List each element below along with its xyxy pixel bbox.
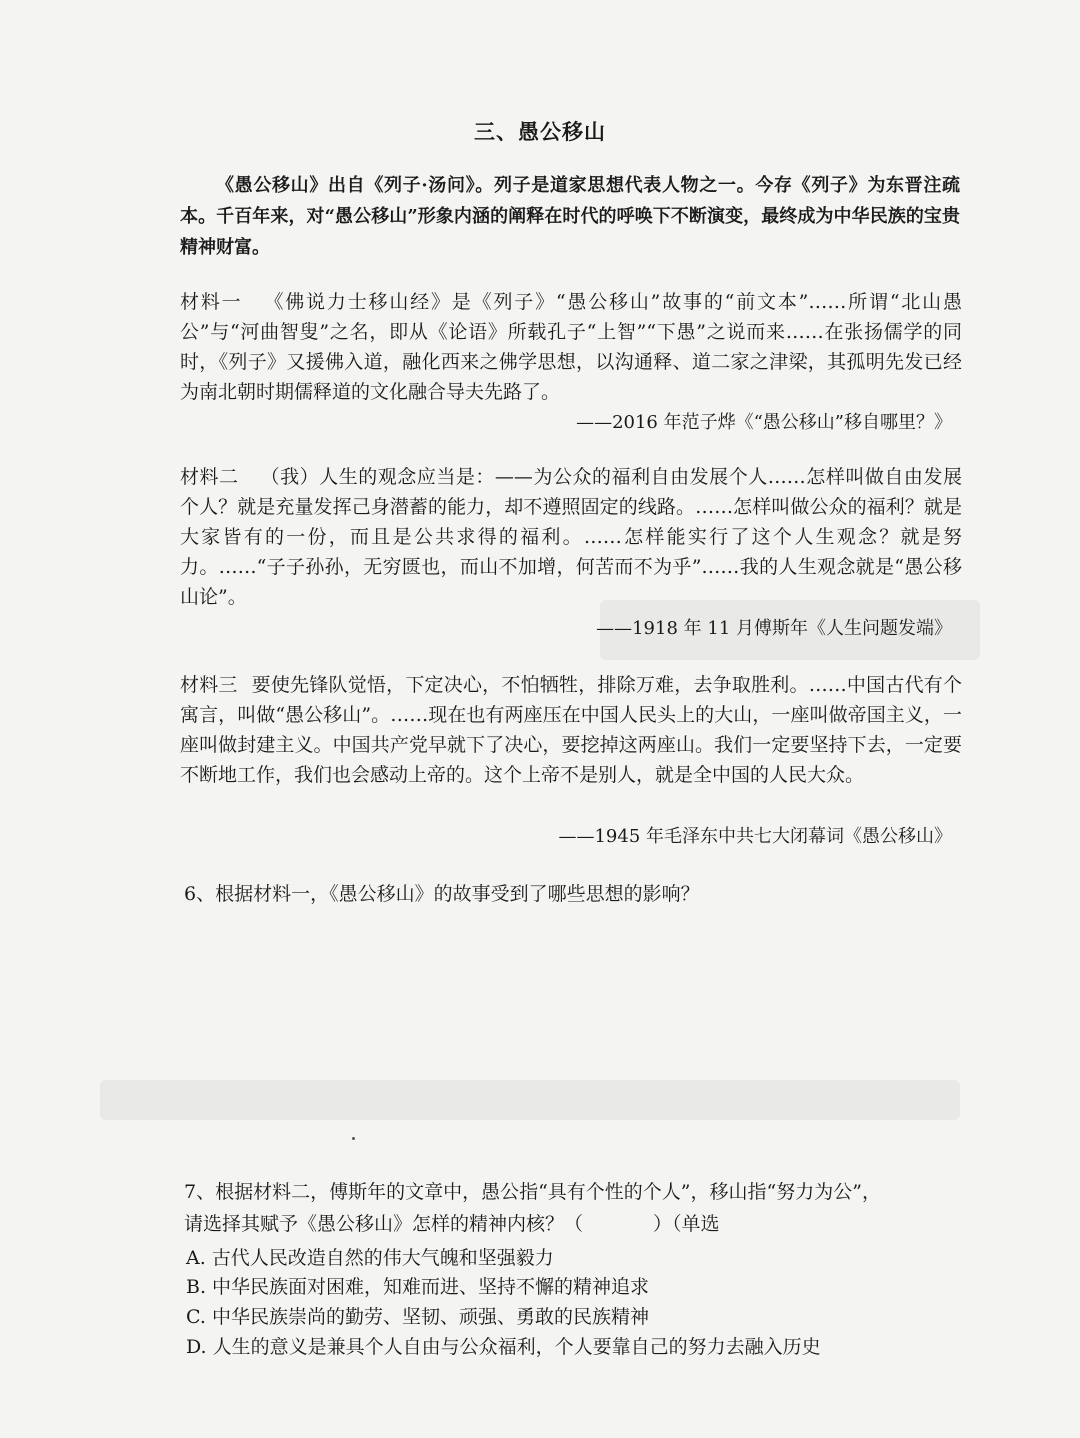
intro-paragraph: 《愚公移山》出自《列子·汤问》。列子是道家思想代表人物之一。今存《列子》为东晋注疏本。千百年来，对“愚公移山”形象内涵的阐释在时代的呼唤下不断演变，最终成为中华民族的宝贵精神财富。 (180, 175, 960, 258)
material-1 (180, 287, 962, 407)
material-2-label: 材料二 (180, 466, 239, 488)
material-2-text: （我）人生的观念应当是：——为公众的福利自由发展个人……怎样叫做自由发展个人？就是充量发挥己身潜蓄的能力，却不遵照固定的线路。……怎样叫做公众的福利？就是大家皆有的一份，而且是公共求得的福利。……怎样能实行了这个人生观念？就是努力。……“子子孙孙，无穷匮也，而山不加增，何苦而不为乎”……我的人生观念就是“愚公移山论”。 (180, 466, 962, 608)
question-7-stem-text: 请选择其赋予《愚公移山》怎样的精神内核？（ (184, 1213, 584, 1235)
material-2-source: ——1918 年 11 月傅斯年《人生问题发端》 (596, 618, 952, 639)
question-7-stem-line1: 7、根据材料二，傅斯年的文章中，愚公指“具有个性的个人”，移山指“努力为公”， (184, 1181, 881, 1203)
material-1-source: ——2016 年范子烨《“愚公移山”移自哪里？》 (576, 412, 952, 433)
option-d[interactable]: D. 人生的意义是兼具个人自由与公众福利，个人要靠自己的努力去融入历史 (186, 1336, 821, 1358)
material-3 (180, 670, 962, 790)
material-3-text: 要使先锋队觉悟，下定决心，不怕牺牲，排除万难，去争取胜利。……中国古代有个寓言，叫做“愚公移山”。……现在也有两座压在中国人民头上的大山，一座叫做帝国主义，一座叫做封建主义。中国共产党早就下了决心，要挖掉这两座山。我们一定要坚持下去，一定要不断地工作，我们也会感动上帝的。这个上帝不是别人，就是全中国的人民大众。 (180, 674, 962, 786)
question-7-stem-suffix: ）（单选 (653, 1213, 720, 1235)
option-c[interactable]: C. 中华民族崇尚的勤劳、坚韧、顽强、勇敢的民族精神 (186, 1306, 649, 1328)
section-title: 三、愚公移山 (474, 120, 606, 144)
question-6: 6、根据材料一，《愚公移山》的故事受到了哪些思想的影响？ (184, 883, 700, 905)
material-1-text: 《佛说力士移山经》是《列子》“愚公移山”故事的“前文本”……所谓“北山愚公”与“河曲智叟”之名，即从《论语》所载孔子“上智”“下愚”之说而来……在张扬儒学的同时，《列子》又援佛入道，融化西来之佛学思想，以沟通释、道二家之津梁，其孤明先发已经为南北朝时期儒释道的文化融合导夫先路了。 (180, 291, 962, 403)
material-2 (180, 462, 962, 612)
scan-speck (352, 1137, 355, 1140)
material-3-source: ——1945 年毛泽东中共七大闭幕词《愚公移山》 (558, 826, 952, 847)
option-b[interactable]: B. 中华民族面对困难，知难而进、坚持不懈的精神追求 (186, 1276, 650, 1298)
option-a[interactable]: A. 古代人民改造自然的伟大气魄和坚强毅力 (186, 1247, 554, 1269)
scan-shadow (100, 1080, 960, 1120)
material-1-label: 材料一 (180, 291, 243, 313)
material-3-label: 材料三 (180, 674, 238, 696)
question-7-stem-line2 (184, 1209, 974, 1239)
